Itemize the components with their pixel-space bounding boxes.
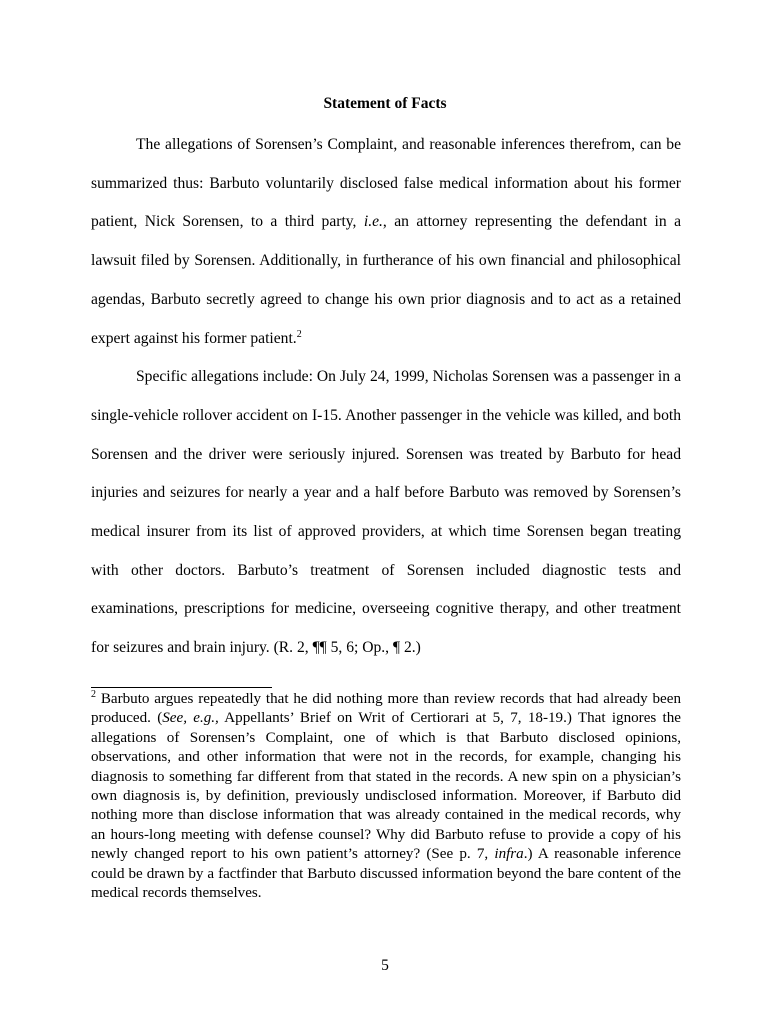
citation-infra: infra bbox=[494, 846, 524, 863]
footnote bbox=[91, 690, 681, 903]
paragraph-specific-allegations: Specific allegations include: On July 24, 1999, Nicholas Sorensen was a passenger in a single-vehicle rollover accident on I-15. Another passenger in the vehicle was killed, and both Sorensen and the driver were seriously injured. Sorensen was treated by Barbuto for head injuries and seizures for nearly a year and a half before Barbuto was removed by Sorensen’s medical insurer from its list of approved providers, at which time Sorensen began treating with other doctors. Barbuto’s treatment of Sorensen included diagnostic tests and examinations, prescriptions for medicine, overseeing cognitive therapy, and other treatment for seizures and brain injury. (R. 2, ¶¶ 5, 6; Op., ¶ 2.) bbox=[91, 368, 681, 657]
footnote-text: Appellants’ Brief on Writ of Certiorari at 5, 7, 18-19.) That ignores the allegations of Sorensen’s Complaint, one of which is that Barbuto disclosed opinions, observations, and other information that were not in the records, for example, changing his diagnosis to something far different from that stated in the records. A new spin on a physician’s own diagnosis is, by definition, previously undisclosed information. Moreover, if Barbuto did nothing more than disclose information that was already contained in the medical records, why an hours-long meeting with defense counsel? Why did Barbuto refuse to provide a copy of his newly changed report to his own patient’s attorney? (See p. 7, bbox=[91, 710, 681, 863]
paragraph-allegations bbox=[91, 126, 681, 358]
footnote-reference[interactable]: 2 bbox=[296, 328, 302, 340]
footnote-number: 2 bbox=[91, 688, 96, 700]
section-heading: Statement of Facts bbox=[323, 95, 447, 112]
paragraph-text: , an attorney representing the defendant in a lawsuit filed by Sorensen. Additionally, in furtherance of his own financial and philosophical agendas, Barbuto secretly agreed to change his own prior diagnosis and to act as a retained expert against his former patient. bbox=[91, 213, 681, 347]
footnote-text: Barbuto argues repeatedly that he did nothing more than review records that had already been produced. ( bbox=[91, 691, 681, 727]
italic-term: i.e. bbox=[363, 213, 383, 231]
body-text bbox=[91, 126, 681, 668]
footnote-text: .) A reasonable inference could be drawn by a factfinder that Barbuto discussed information beyond the bare content of the medical records themselves. bbox=[91, 846, 681, 902]
footnote-divider bbox=[91, 687, 272, 688]
paragraph-text: The allegations of Sorensen’s Complaint, and reasonable inferences therefrom, can be summarized thus: Barbuto voluntarily disclosed false medical information about his former patient, Nick Sorensen, to a third party, bbox=[91, 136, 681, 231]
citation-signal: See, e.g., bbox=[162, 710, 219, 727]
page-number: 5 bbox=[381, 957, 389, 974]
